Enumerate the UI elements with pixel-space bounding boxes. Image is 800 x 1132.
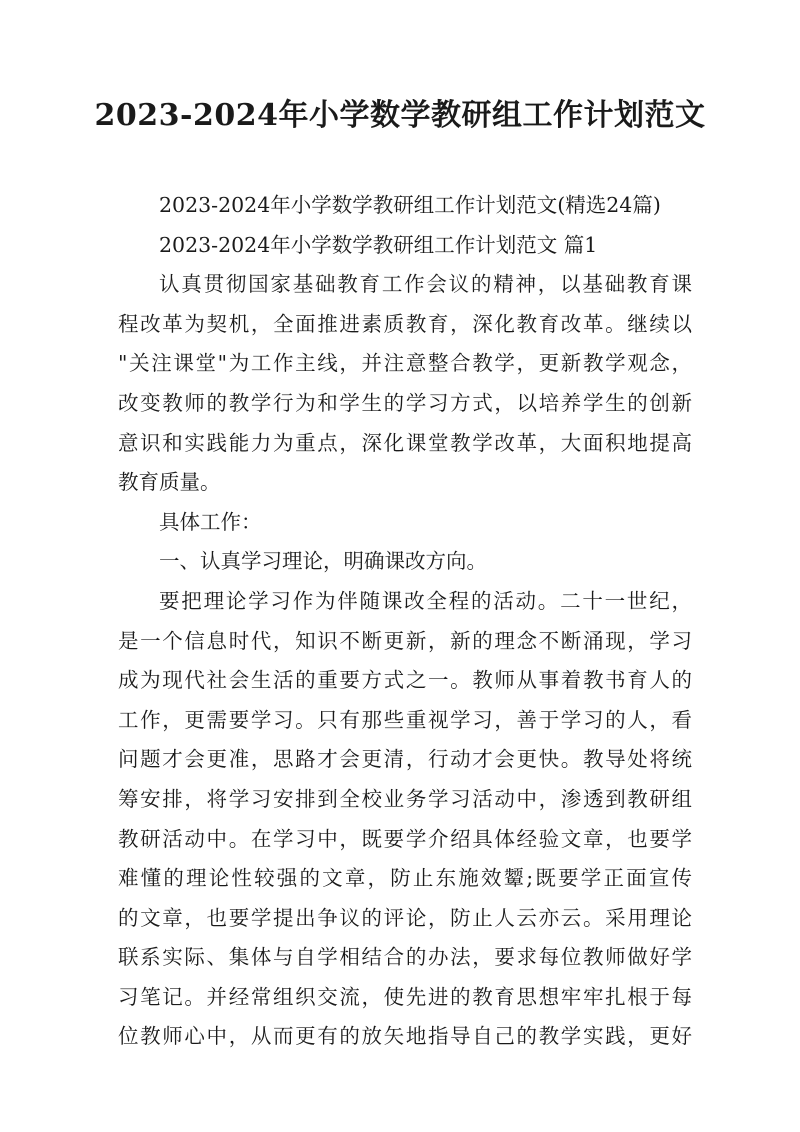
paragraph-line: 联系实际、集体与自学相结合的办法，要求每位教师做好学 (118, 945, 692, 970)
paragraph-line: 筹安排，将学习安排到全校业务学习活动中，渗透到教研组 (118, 786, 692, 811)
paragraph-line: 习笔记。并经常组织交流，使先进的教育思想牢牢扎根于每 (118, 984, 692, 1009)
document-title: 2023-2024年小学数学教研组工作计划范文 (94, 98, 706, 133)
paragraph-line: 具体工作： (159, 509, 262, 534)
paragraph-line: 程改革为契机，全面推进素质教育，深化教育改革。继续以 (118, 311, 692, 336)
paragraph-line: 2023-2024年小学数学教研组工作计划范文 篇1 (159, 232, 598, 257)
paragraph-line: 难懂的理论性较强的文章，防止东施效颦;既要学正面宣传 (118, 866, 692, 891)
paragraph-line: 教育质量。 (118, 470, 221, 495)
paragraph-line: 一、认真学习理论，明确课改方向。 (159, 549, 487, 574)
paragraph-line: 2023-2024年小学数学教研组工作计划范文(精选24篇) (159, 193, 661, 217)
paragraph-line: "关注课堂"为工作主线，并注意整合教学，更新教学观念， (118, 351, 692, 376)
paragraph-line: 要把理论学习作为伴随课改全程的活动。二十一世纪， (159, 588, 692, 613)
paragraph-line: 是一个信息时代，知识不断更新，新的理念不断涌现，学习 (118, 628, 692, 653)
paragraph-line: 的文章，也要学提出争议的评论，防止人云亦云。采用理论 (118, 905, 692, 930)
paragraph-line: 教研活动中。在学习中，既要学介绍具体经验文章，也要学 (118, 826, 692, 851)
paragraph-line: 认真贯彻国家基础教育工作会议的精神，以基础教育课 (159, 272, 692, 297)
paragraph-line: 意识和实践能力为重点，深化课堂教学改革，大面积地提高 (118, 430, 692, 455)
paragraph-line: 成为现代社会生活的重要方式之一。教师从事着教书育人的 (118, 668, 692, 693)
document-body (118, 186, 692, 1057)
paragraph-line: 问题才会更准，思路才会更清，行动才会更快。教导处将统 (118, 747, 692, 772)
paragraph-line: 工作，更需要学习。只有那些重视学习，善于学习的人，看 (118, 707, 692, 732)
paragraph-line: 改变教师的教学行为和学生的学习方式，以培养学生的创新 (118, 390, 692, 415)
paragraph-line: 位教师心中，从而更有的放矢地指导自己的教学实践，更好 (118, 1024, 692, 1049)
